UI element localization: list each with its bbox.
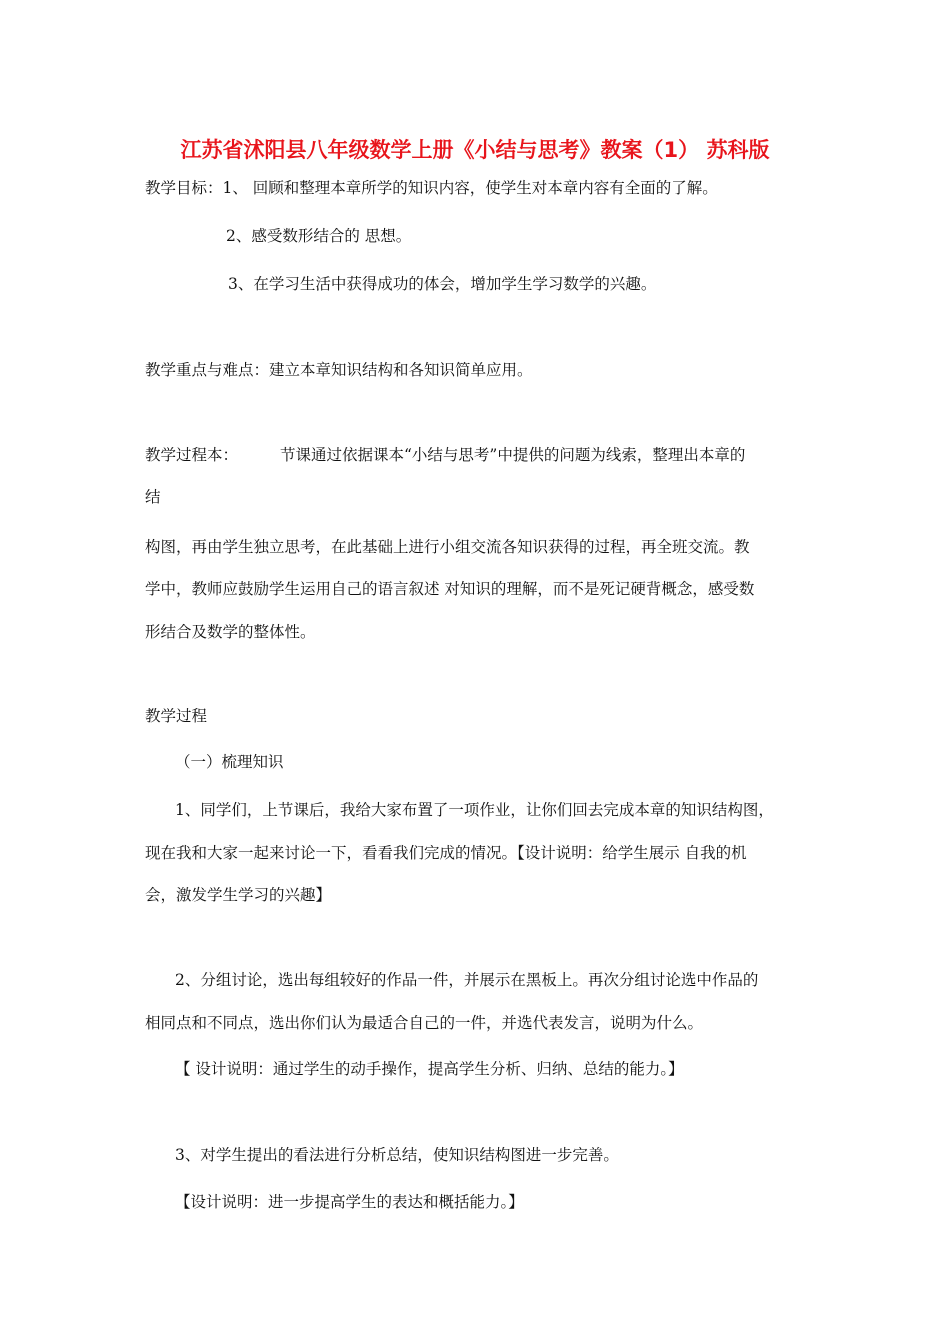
process-intro-line4: 形结合及数学的整体性。 — [145, 623, 316, 641]
section-one-heading: （一）梳理知识 — [175, 753, 284, 771]
key-points: 教学重点与难点：建立本章知识结构和各知识简单应用。 — [145, 361, 533, 379]
process-intro-text: 节课通过依据课本“小结与思考”中提供的问题为线索，整理出本章的 — [280, 446, 746, 464]
process-intro-label: 教学过程本： — [145, 446, 239, 464]
process-intro-wrap: 结 — [145, 488, 161, 506]
item1-line2: 现在我和大家一起来讨论一下，看看我们完成的情况。【设计说明：给学生展示 自我的机 — [145, 844, 747, 862]
item1-line1: 1、同学们，上节课后，我给大家布置了一项作业，让你们回去完成本章的知识结构图， — [175, 801, 774, 819]
objective-2: 2、感受数形结合的 思想。 — [226, 227, 412, 245]
process-intro-line3: 学中，教师应鼓励学生运用自己的语言叙述 对知识的理解，而不是死记硬背概念，感受数 — [145, 580, 755, 598]
document-title: 江苏省沭阳县八年级数学上册《小结与思考》教案（1） 苏科版 — [180, 138, 770, 162]
item2-line2: 相同点和不同点，选出你们认为最适合自己的一件，并选代表发言，说明为什么。 — [145, 1014, 704, 1032]
objective-3: 3、在学习生活中获得成功的体会，增加学生学习数学的兴趣。 — [228, 275, 657, 293]
process-heading: 教学过程 — [145, 707, 208, 725]
item3-line1: 3、对学生提出的看法进行分析总结，使知识结构图进一步完善。 — [175, 1146, 619, 1164]
objective-1: 教学目标：1、 回顾和整理本章所学的知识内容，使学生对本章内容有全面的了解。 — [145, 179, 718, 197]
process-intro-line2: 构图，再由学生独立思考，在此基础上进行小组交流各知识获得的过程，再全班交流。教 — [145, 538, 750, 556]
item3-note: 【设计说明：进一步提高学生的表达和概括能力。】 — [175, 1193, 524, 1211]
item2-note: 【 设计说明：通过学生的动手操作，提高学生分析、归纳、总结的能力。】 — [175, 1060, 684, 1078]
item2-line1: 2、分组讨论，选出每组较好的作品一件，并展示在黑板上。再次分组讨论选中作品的 — [175, 971, 759, 989]
item1-line3: 会，激发学生学习的兴趣】 — [145, 886, 332, 904]
